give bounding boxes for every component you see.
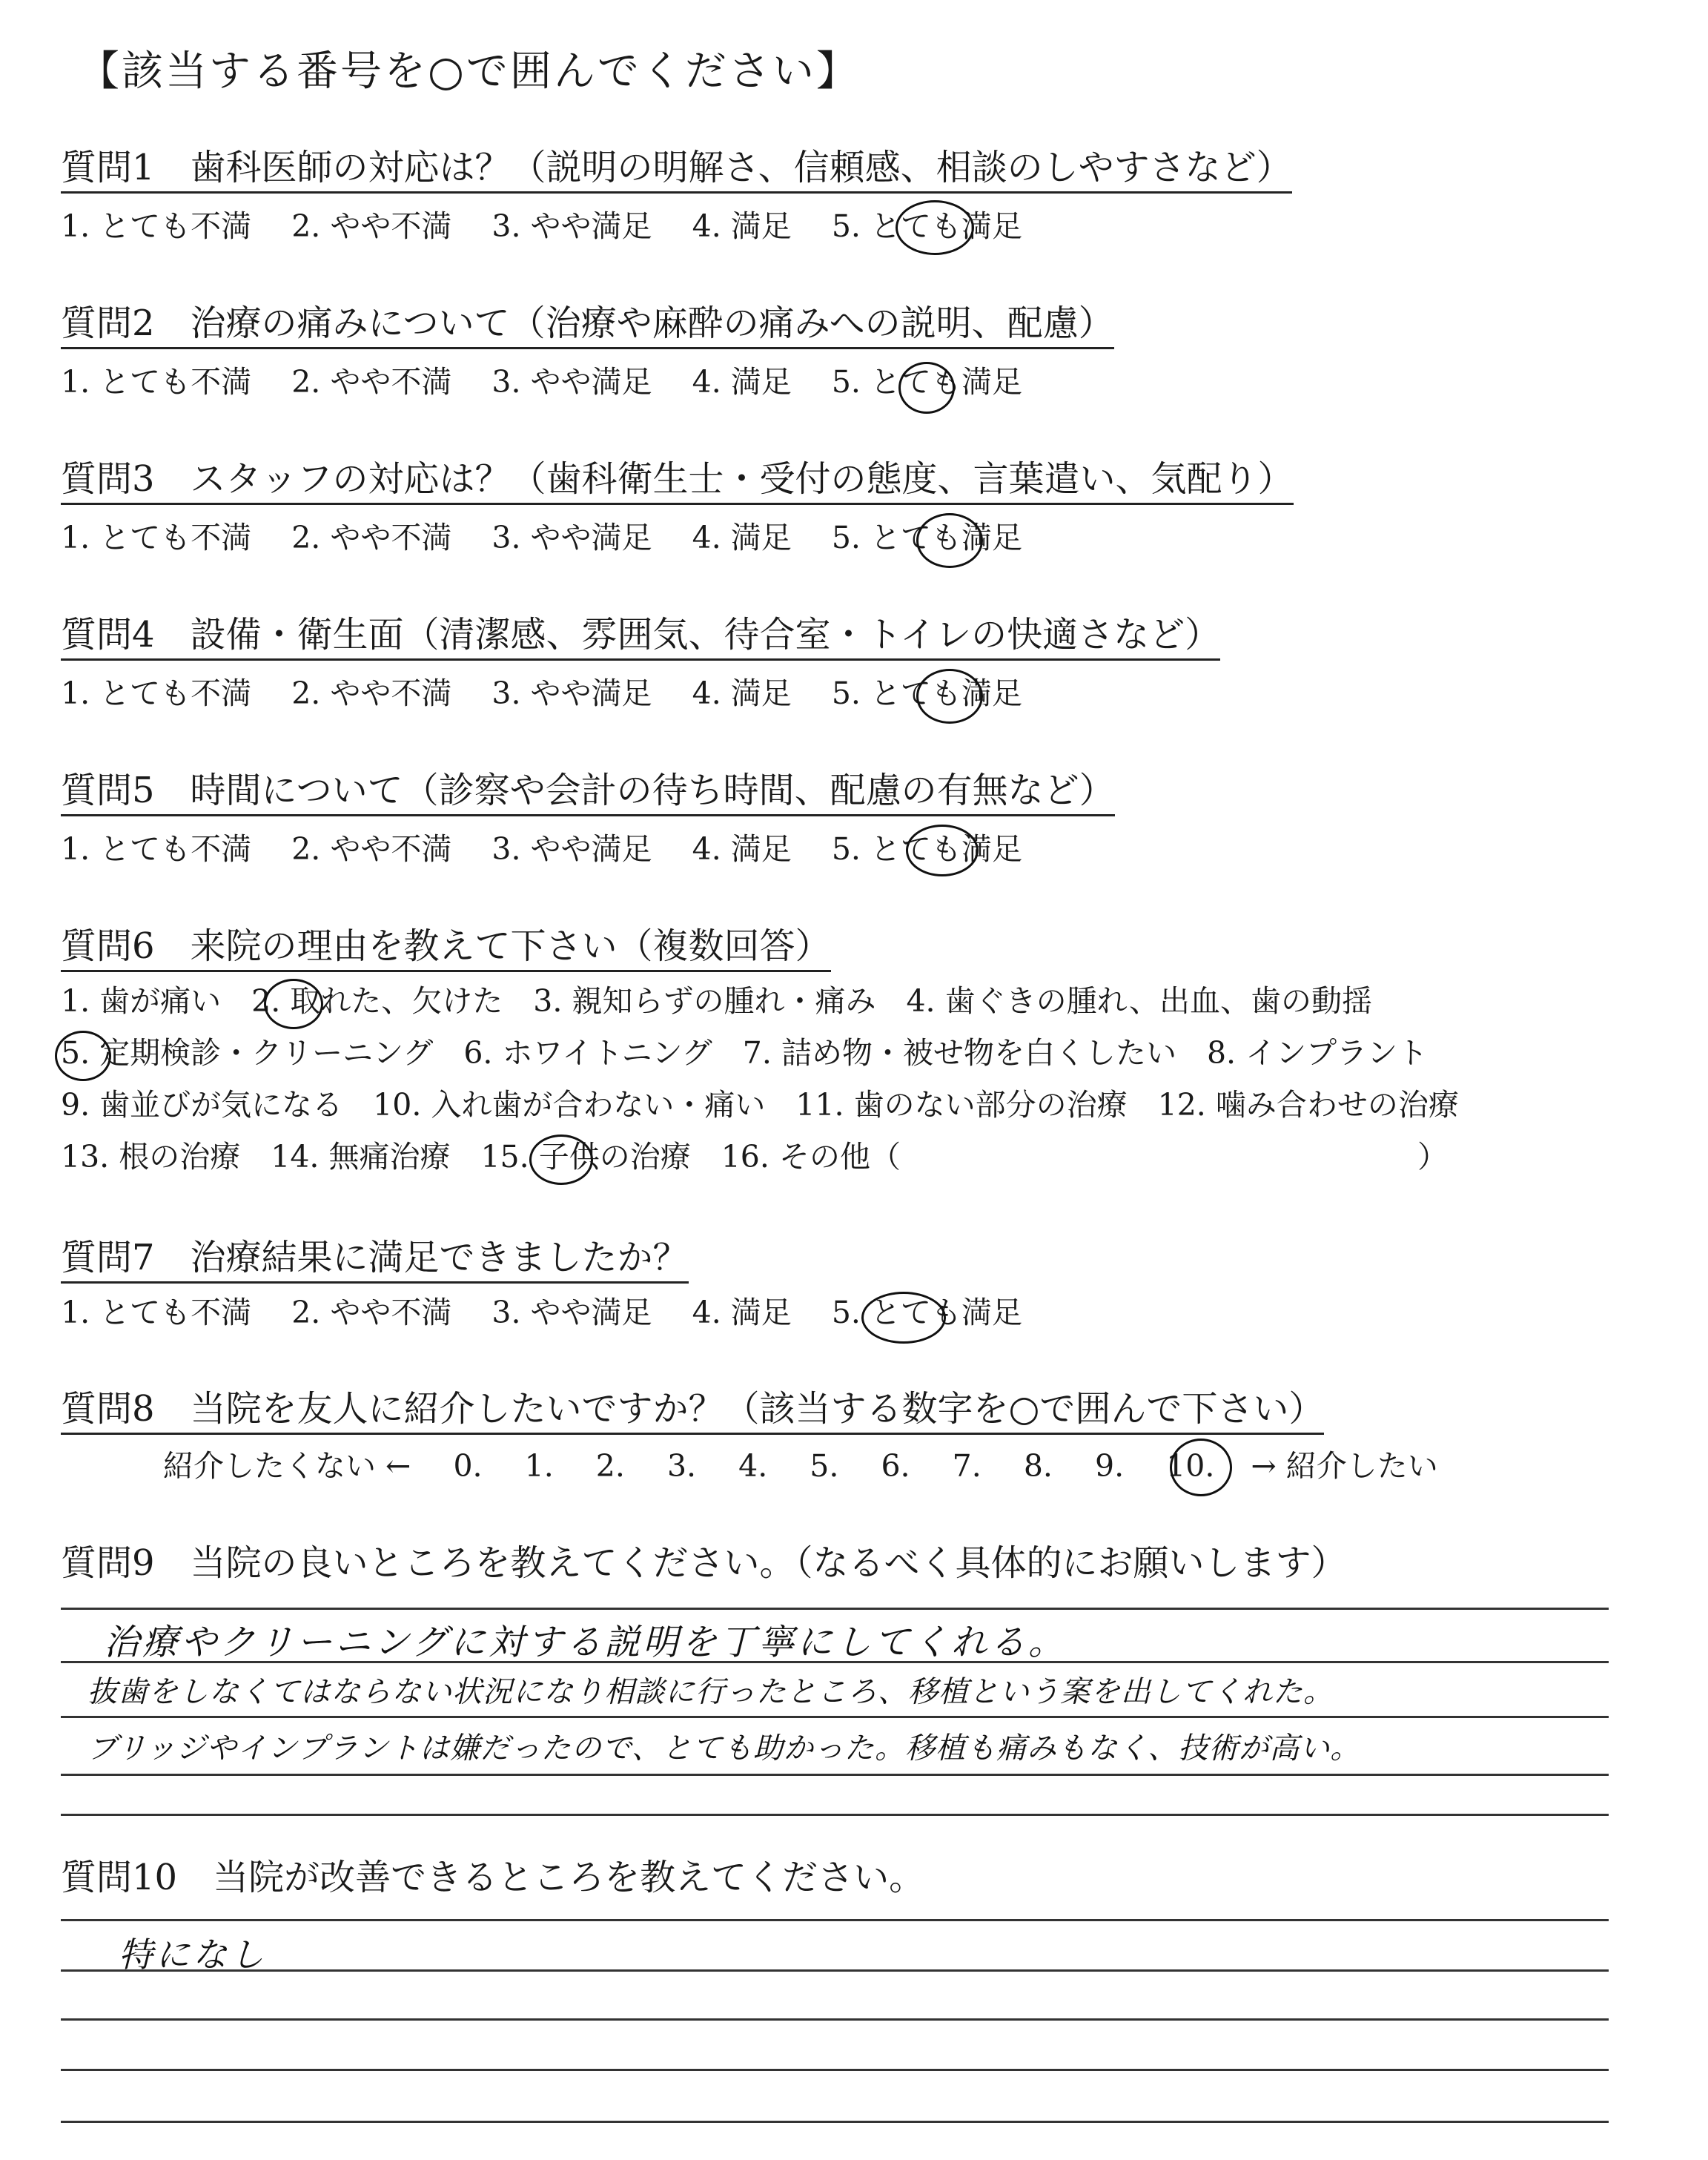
q10-answer-line-1 <box>61 1919 1609 1921</box>
q1-option-1[interactable]: 1. とても不満 <box>61 208 252 244</box>
q2-options[interactable] <box>61 363 1022 400</box>
q6-row-2[interactable]: 5. 定期検診・クリーニング 6. ホワイトニング 7. 詰め物・被せ物を白くしたい 8. インプラント <box>61 1035 1429 1071</box>
q3-option-1[interactable]: 1. とても不満 <box>61 520 252 555</box>
q1-option-3[interactable]: 3. やや満足 <box>491 208 652 244</box>
q5-option-4[interactable]: 4. 満足 <box>692 831 792 867</box>
q6-selection-circle-2 <box>264 979 323 1029</box>
q8-number-3[interactable]: 3. <box>666 1448 697 1484</box>
question-8: 質問8 当院を友人に紹介したいですか？（該当する数字を○で囲んで下さい） <box>61 1388 1324 1435</box>
q8-number-2[interactable]: 2. <box>595 1448 625 1484</box>
q5-option-2[interactable]: 2. やや不満 <box>291 831 452 867</box>
q10-handwritten-answer: 特になし <box>119 1935 267 1975</box>
q2-selection-circle <box>898 362 955 414</box>
question-10: 質問10 当院が改善できるところを教えてください。 <box>61 1857 925 1898</box>
q8-left-label: 紹介したくない ← <box>163 1448 411 1484</box>
q2-option-4[interactable]: 4. 満足 <box>692 364 792 400</box>
q7-option-5[interactable]: 5. とても満足 <box>831 1295 1022 1330</box>
q4-option-2[interactable]: 2. やや不満 <box>291 676 452 711</box>
q5-options[interactable] <box>61 830 1022 868</box>
q8-number-5[interactable]: 5. <box>810 1448 839 1484</box>
q1-option-2[interactable]: 2. やや不満 <box>291 208 452 244</box>
q4-option-4[interactable]: 4. 満足 <box>692 676 792 711</box>
q2-option-3[interactable]: 3. やや満足 <box>491 364 652 400</box>
question-7: 質問7 治療結果に満足できましたか？ <box>61 1237 689 1284</box>
q1-option-5[interactable]: 5. とても満足 <box>831 208 1022 244</box>
q8-number-9[interactable]: 9. <box>1094 1448 1125 1484</box>
q3-option-4[interactable]: 4. 満足 <box>692 520 792 555</box>
q4-option-5[interactable]: 5. とても満足 <box>831 676 1022 711</box>
q8-number-4[interactable]: 4. <box>738 1448 768 1484</box>
q5-selection-circle <box>906 825 979 876</box>
q1-option-4[interactable]: 4. 満足 <box>692 208 792 244</box>
q2-option-1[interactable]: 1. とても不満 <box>61 364 252 400</box>
question-2: 質問2 治療の痛みについて（治療や麻酔の痛みへの説明、配慮） <box>61 303 1114 349</box>
q4-selection-circle <box>916 669 983 724</box>
q8-right-label: → 紹介したい <box>1251 1448 1438 1484</box>
q9-answer-line-4 <box>61 1774 1609 1776</box>
q4-options[interactable] <box>61 675 1022 712</box>
q9-handwritten-line-1: 治療やクリーニングに対する説明を丁寧にしてくれる。 <box>104 1622 1068 1663</box>
q6-row-4[interactable]: 13. 根の治療 14. 無痛治療 15. 子供の治療 16. その他（ ） <box>61 1139 1448 1175</box>
q8-number-6[interactable]: 6. <box>881 1448 910 1484</box>
q7-option-4[interactable]: 4. 満足 <box>692 1295 792 1330</box>
q5-option-3[interactable]: 3. やや満足 <box>491 831 652 867</box>
q7-option-2[interactable]: 2. やや不満 <box>291 1295 452 1330</box>
q8-selection-circle <box>1170 1439 1232 1496</box>
q3-option-3[interactable]: 3. やや満足 <box>491 520 652 555</box>
q9-handwritten-line-3: ブリッジやインプラントは嫌だったので、とても助かった。移植も痛みもなく、技術が高い。 <box>87 1731 1361 1766</box>
q5-option-5[interactable]: 5. とても満足 <box>831 831 1022 867</box>
q8-scale[interactable] <box>163 1447 1438 1484</box>
q4-option-3[interactable]: 3. やや満足 <box>491 676 652 711</box>
q4-option-1[interactable]: 1. とても不満 <box>61 676 252 711</box>
q9-answer-line-3 <box>61 1716 1609 1718</box>
q7-option-1[interactable]: 1. とても不満 <box>61 1295 252 1330</box>
q9-answer-line-1 <box>61 1608 1609 1610</box>
q10-answer-line-5 <box>61 2121 1609 2123</box>
question-3: 質問3 スタッフの対応は？（歯科衛生士・受付の態度、言葉遣い、気配り） <box>61 458 1294 505</box>
q2-option-2[interactable]: 2. やや不満 <box>291 364 452 400</box>
question-6: 質問6 来院の理由を教えて下さい（複数回答） <box>61 925 831 972</box>
question-9: 質問9 当院の良いところを教えてください。（なるべく具体的にお願いします） <box>61 1542 1347 1584</box>
q5-option-1[interactable]: 1. とても不満 <box>61 831 252 867</box>
q3-options[interactable] <box>61 519 1022 556</box>
q9-handwritten-line-2: 抜歯をしなくてはならない状況になり相談に行ったところ、移植という案を出してくれた。 <box>87 1675 1334 1709</box>
question-1: 質問1 歯科医師の対応は？（説明の明解さ、信頼感、相談のしやすさなど） <box>61 147 1292 194</box>
question-4: 質問4 設備・衛生面（清潔感、雰囲気、待合室・トイレの快適さなど） <box>61 614 1220 661</box>
q8-number-1[interactable]: 1. <box>524 1448 554 1484</box>
q10-answer-line-2 <box>61 1969 1609 1972</box>
q3-option-2[interactable]: 2. やや不満 <box>291 520 452 555</box>
q10-answer-line-3 <box>61 2018 1609 2021</box>
q8-number-0[interactable]: 0. <box>453 1448 483 1484</box>
q6-row-3[interactable]: 9. 歯並びが気になる 10. 入れ歯が合わない・痛い 11. 歯のない部分の治療 12. 噛み合わせの治療 <box>61 1087 1459 1123</box>
page-title: 【該当する番号を○で囲んでください】 <box>78 47 860 96</box>
q8-number-10[interactable]: 10. <box>1166 1448 1215 1484</box>
q3-selection-circle <box>916 513 983 568</box>
q2-option-5[interactable]: 5. とても満足 <box>831 364 1022 400</box>
q1-selection-circle <box>896 200 974 255</box>
q8-number-8[interactable]: 8. <box>1023 1448 1053 1484</box>
q10-answer-line-4 <box>61 2069 1609 2071</box>
q8-number-7[interactable]: 7. <box>952 1448 982 1484</box>
q9-answer-line-5 <box>61 1814 1609 1816</box>
q6-selection-circle-5 <box>55 1031 111 1081</box>
q7-option-3[interactable]: 3. やや満足 <box>491 1295 652 1330</box>
question-5: 質問5 時間について（診察や会計の待ち時間、配慮の有無など） <box>61 770 1115 816</box>
q1-options[interactable] <box>61 208 1022 245</box>
q6-selection-circle-15 <box>529 1135 593 1185</box>
q6-row-1[interactable]: 1. 歯が痛い 2. 取れた、欠けた 3. 親知らずの腫れ・痛み 4. 歯ぐきの腫れ、出血、歯の動揺 <box>61 983 1373 1019</box>
q3-option-5[interactable]: 5. とても満足 <box>831 520 1022 555</box>
q7-selection-circle <box>861 1292 946 1344</box>
